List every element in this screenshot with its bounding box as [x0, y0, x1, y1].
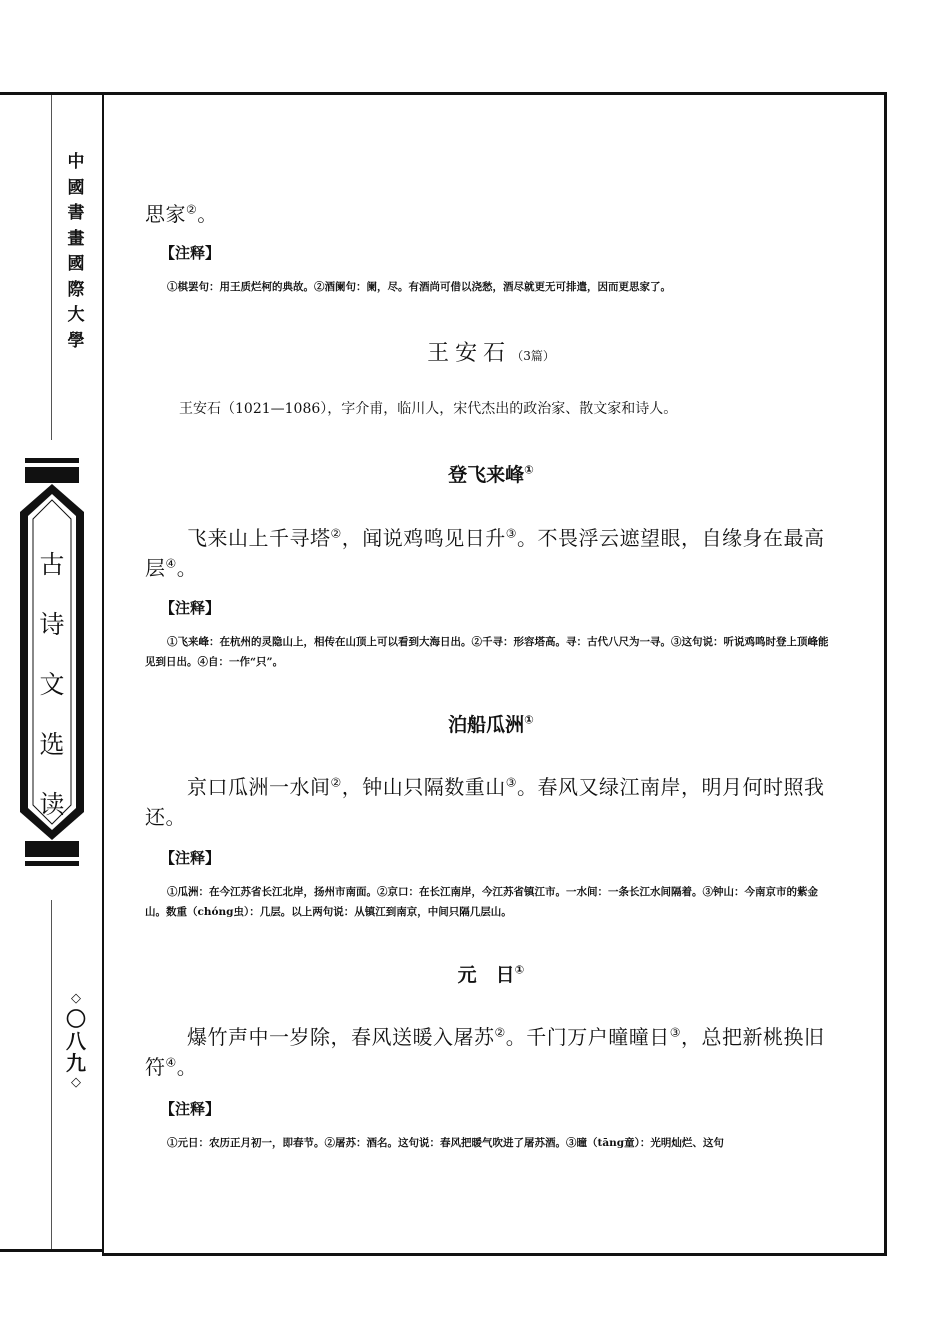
ornament-bar-top-thin: [25, 458, 79, 463]
poem-title: 登飞来峰①: [448, 462, 534, 486]
page-number: ◇ 〇 八 九 ◇: [66, 991, 86, 1090]
sidebar-rule-left-bottom: [51, 900, 52, 1249]
note-label: 【注释】: [160, 599, 221, 617]
note-text: ①飞来峰：在杭州的灵隐山上，相传在山顶上可以看到大海日出。②千寻：形容塔高。寻：古代八尺为一寻。③这句说：听说鸡鸣时登上顶峰能见到日出。④自：一作“只”。: [145, 636, 829, 668]
ornament-bar-bottom-thick: [25, 841, 79, 857]
note-label: 【注释】: [160, 244, 221, 262]
poem-title: 泊船瓜洲①: [448, 712, 534, 736]
ornament-bar-top-thick: [25, 467, 79, 483]
diamond-icon: ◇: [71, 1075, 81, 1090]
sidebar-rule-left-top: [51, 95, 52, 440]
frame-bottom-left-rule: [0, 1249, 104, 1252]
note-label: 【注释】: [160, 849, 221, 867]
note-text: ①瓜洲：在今江苏省长江北岸，扬州市南面。②京口：在长江南岸，今江苏省镇江市。一水间：一条长江水间隔着。③钟山：今南京市的紫金山。数重（chóng虫）：几层。以上两句说：从镇江到南京，中间只隔几层山。: [145, 886, 818, 918]
continued-text: 思家②。: [145, 202, 218, 226]
poem-title: 元 日①: [457, 962, 525, 986]
book-title: 古 诗 文 选 读: [39, 550, 65, 819]
university-name: 中 國 書 畫 國 際 大 學: [67, 152, 85, 351]
note-text: ①元日：农历正月初一，即春节。②屠苏：酒名。这句说：春风把暖气吹进了屠苏酒。③曈（tāng童）：光明灿烂、这句: [167, 1137, 724, 1149]
ornament-bar-bottom-thin: [25, 861, 79, 866]
frame-top-left-rule: [0, 92, 104, 95]
poem-text: 飞来山上千寻塔②，闻说鸡鸣见日升③。不畏浮云遮望眼，自缘身在最高层④。: [145, 526, 825, 580]
poem-text: 京口瓜洲一水间②，钟山只隔数重山③。春风又绿江南岸，明月何时照我还。: [145, 775, 825, 829]
note-text: ①棋罢句：用王质烂柯的典故。②酒阑句：阑，尽。有酒尚可借以浇愁，酒尽就更无可排遣，因而更思家了。: [167, 281, 671, 293]
note-label: 【注释】: [160, 1100, 221, 1118]
diamond-icon: ◇: [71, 991, 81, 1006]
poem-text: 爆竹声中一岁除，春风送暖入屠苏②。千门万户曈曈日③，总把新桃换旧符④。: [145, 1025, 825, 1079]
author-heading: 王安石（3篇）: [427, 341, 555, 366]
author-intro: 王安石（1021—1086），字介甫，临川人，宋代杰出的政治家、散文家和诗人。: [179, 401, 678, 417]
